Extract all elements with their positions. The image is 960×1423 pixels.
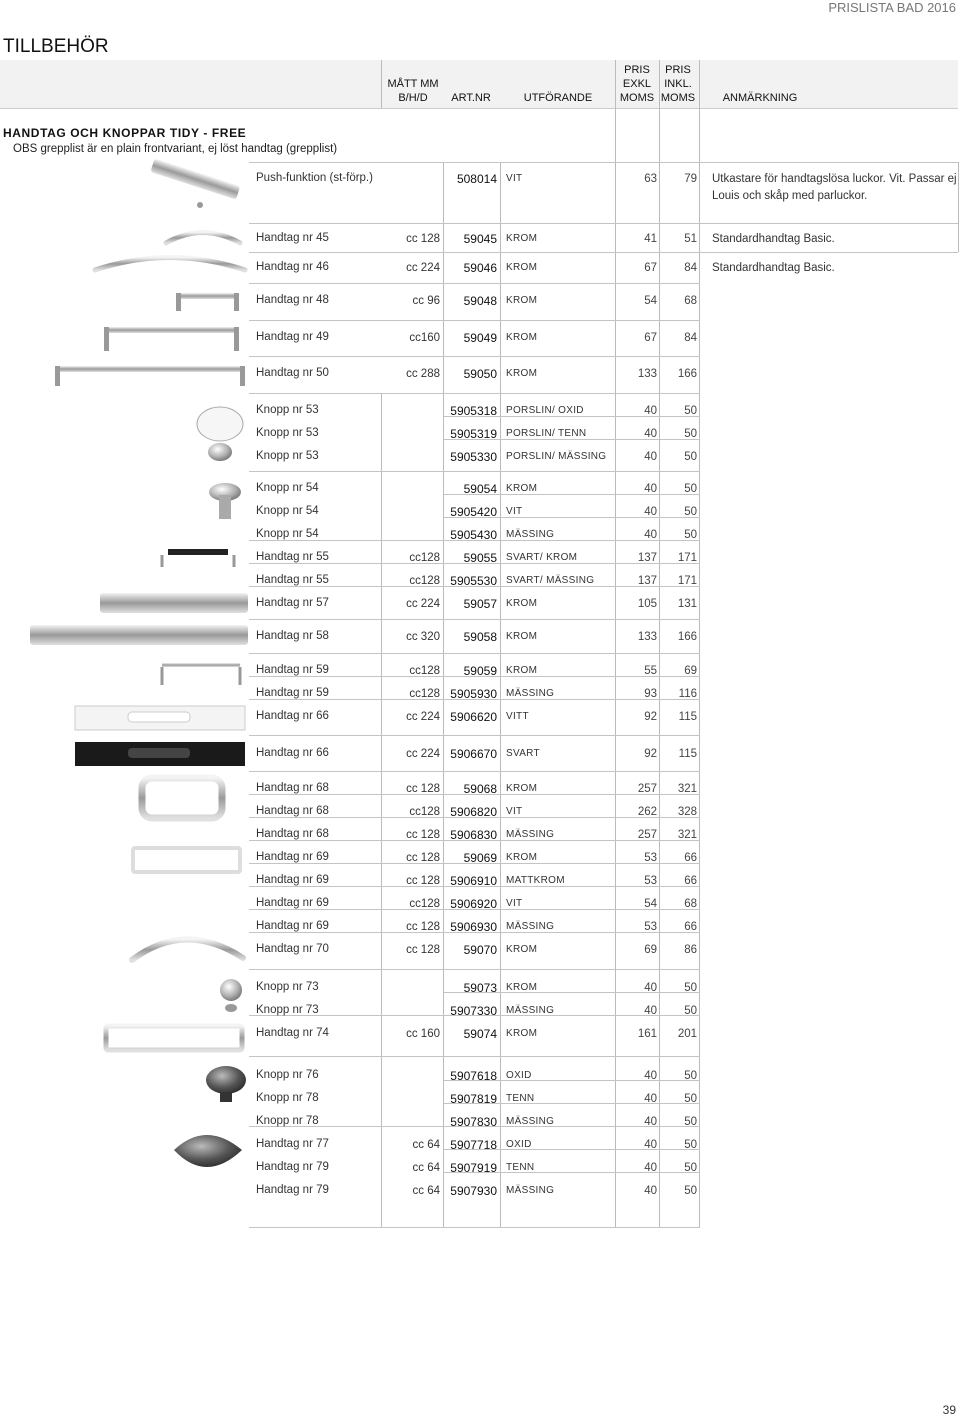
- article-number: 5906920: [450, 897, 497, 911]
- price-incl-vat: 50: [684, 1162, 697, 1174]
- price-incl-vat: 69: [684, 665, 697, 677]
- size-cc: cc 320: [406, 631, 440, 643]
- price-excl-vat: 92: [644, 711, 657, 723]
- finish: VIT: [506, 898, 523, 909]
- product-name: Knopp nr 78: [256, 1115, 319, 1127]
- article-number: 5906620: [450, 710, 497, 724]
- size-cc: cc128: [409, 806, 440, 818]
- size-cc: cc 224: [406, 748, 440, 760]
- size-cc: cc 128: [406, 852, 440, 864]
- document-header: PRISLISTA BAD 2016: [828, 0, 956, 15]
- article-number: 5906830: [450, 828, 497, 842]
- column-header-line: EXKL: [622, 78, 652, 90]
- price-incl-vat: 50: [684, 1005, 697, 1017]
- price-incl-vat: 201: [677, 1028, 697, 1040]
- price-excl-vat: 40: [644, 428, 657, 440]
- size-cc: cc 64: [412, 1162, 440, 1174]
- price-incl-vat: 66: [684, 921, 697, 933]
- price-excl-vat: 40: [644, 1185, 657, 1197]
- handle-66-white-image: [75, 706, 245, 730]
- price-incl-vat: 166: [677, 631, 697, 643]
- remark: Standardhandtag Basic.: [712, 262, 835, 274]
- price-excl-vat: 53: [644, 921, 657, 933]
- price-excl-vat: 67: [644, 262, 657, 274]
- article-number: 5907830: [450, 1115, 497, 1129]
- product-name: Handtag nr 55: [256, 574, 329, 586]
- knob-73-image: [220, 979, 242, 1012]
- price-incl-vat: 115: [678, 711, 697, 723]
- price-excl-vat: 133: [637, 368, 657, 380]
- finish: PORSLIN/ OXID: [506, 405, 584, 416]
- column-header-pris-inkl: [657, 63, 699, 105]
- product-name: Handtag nr 69: [256, 874, 329, 886]
- finish: KROM: [506, 665, 538, 676]
- cup-handle-77-image: [174, 1135, 242, 1167]
- column-header-matt: [380, 77, 446, 105]
- product-name: Handtag nr 48: [256, 294, 329, 306]
- finish: MÄSSING: [506, 829, 555, 840]
- finish: KROM: [506, 368, 538, 379]
- price-excl-vat: 40: [644, 1070, 657, 1082]
- column-header-line: B/H/D: [398, 92, 428, 104]
- size-cc: cc128: [409, 688, 440, 700]
- column-header-anmarkning: ANMÄRKNING: [722, 92, 798, 104]
- article-number: 59057: [463, 597, 497, 611]
- column-header-line: PRIS: [665, 64, 691, 76]
- finish: OXID: [506, 1139, 532, 1150]
- article-number: 59045: [463, 232, 497, 246]
- handle-55-image: [162, 549, 234, 567]
- article-number: 59073: [463, 981, 497, 995]
- price-excl-vat: 161: [637, 1028, 657, 1040]
- section-title: HANDTAG OCH KNOPPAR TIDY - FREE: [3, 126, 247, 140]
- size-cc: cc 288: [406, 368, 440, 380]
- product-name: Handtag nr 69: [256, 851, 329, 863]
- price-excl-vat: 257: [637, 829, 657, 841]
- finish: MÄSSING: [506, 1005, 555, 1016]
- price-excl-vat: 40: [644, 982, 657, 994]
- price-excl-vat: 40: [644, 483, 657, 495]
- product-name: Knopp nr 54: [256, 505, 319, 517]
- price-excl-vat: 41: [644, 233, 657, 245]
- product-name: Handtag nr 49: [256, 331, 329, 343]
- size-cc: cc 128: [406, 829, 440, 841]
- handle-59-image: [162, 663, 240, 685]
- article-number: 5907618: [450, 1069, 497, 1083]
- product-name: Handtag nr 59: [256, 664, 329, 676]
- finish: TENN: [506, 1162, 535, 1173]
- price-excl-vat: 40: [644, 1116, 657, 1128]
- handle-69-image: [133, 848, 240, 872]
- product-name: Handtag nr 46: [256, 261, 329, 273]
- finish: VITT: [506, 711, 529, 722]
- finish: KROM: [506, 598, 538, 609]
- product-name: Knopp nr 54: [256, 528, 319, 540]
- product-name: Handtag nr 45: [256, 232, 329, 244]
- price-incl-vat: 321: [677, 829, 697, 841]
- column-header-line: PRIS: [624, 64, 650, 76]
- price-incl-vat: 50: [684, 1116, 697, 1128]
- article-number: 5905420: [450, 505, 497, 519]
- product-name: Knopp nr 53: [256, 450, 319, 462]
- price-incl-vat: 115: [678, 748, 697, 760]
- article-number: 59046: [463, 261, 497, 275]
- column-header-line: MOMS: [660, 92, 696, 104]
- product-name: Handtag nr 77: [256, 1138, 329, 1150]
- article-number: 5907930: [450, 1184, 497, 1198]
- finish: KROM: [506, 262, 538, 273]
- product-name: Handtag nr 68: [256, 828, 329, 840]
- price-incl-vat: 50: [684, 483, 697, 495]
- article-number: 5907919: [450, 1161, 497, 1175]
- price-incl-vat: 84: [684, 332, 697, 344]
- price-incl-vat: 321: [677, 783, 697, 795]
- product-name: Knopp nr 53: [256, 404, 319, 416]
- handle-46-image: [95, 258, 245, 271]
- article-number: 5907718: [450, 1138, 497, 1152]
- finish: SVART: [506, 748, 540, 759]
- product-name: Handtag nr 74: [256, 1027, 329, 1039]
- article-number: 5907330: [450, 1004, 497, 1018]
- price-incl-vat: 50: [684, 529, 697, 541]
- article-number: 5907819: [450, 1092, 497, 1106]
- price-excl-vat: 53: [644, 875, 657, 887]
- article-number: 59049: [463, 331, 497, 345]
- page-number: 39: [942, 1403, 956, 1417]
- column-header-line: INKL.: [664, 78, 692, 90]
- remark: Standardhandtag Basic.: [712, 233, 835, 245]
- finish: KROM: [506, 982, 538, 993]
- handle-70-image: [132, 939, 243, 960]
- price-excl-vat: 105: [637, 598, 657, 610]
- size-cc: cc 128: [406, 233, 440, 245]
- article-number: 59074: [463, 1027, 497, 1041]
- price-incl-vat: 171: [677, 552, 697, 564]
- column-header-line: MOMS: [619, 92, 655, 104]
- finish: KROM: [506, 233, 538, 244]
- price-incl-vat: 68: [684, 295, 697, 307]
- size-cc: cc 128: [406, 783, 440, 795]
- finish: VIT: [506, 173, 523, 184]
- column-header-utforande: UTFÖRANDE: [523, 92, 593, 104]
- price-incl-vat: 131: [677, 598, 697, 610]
- price-incl-vat: 86: [684, 944, 697, 956]
- size-cc: cc 128: [406, 875, 440, 887]
- size-cc: cc160: [409, 332, 440, 344]
- price-excl-vat: 133: [637, 631, 657, 643]
- finish: KROM: [506, 852, 538, 863]
- finish: MATTKROM: [506, 875, 565, 886]
- finish: PORSLIN/ MÄSSING: [506, 451, 607, 462]
- finish: KROM: [506, 332, 538, 343]
- price-incl-vat: 50: [684, 451, 697, 463]
- product-name: Handtag nr 66: [256, 710, 329, 722]
- column-header-pris-exkl: [614, 63, 660, 105]
- knob-53-image: [197, 407, 243, 461]
- price-incl-vat: 79: [684, 173, 697, 185]
- article-number: 5906910: [450, 874, 497, 888]
- product-name: Handtag nr 68: [256, 782, 329, 794]
- product-name: Push-funktion (st-förp.): [256, 172, 373, 184]
- finish: TENN: [506, 1093, 535, 1104]
- article-number: 59069: [463, 851, 497, 865]
- product-name: Handtag nr 79: [256, 1161, 329, 1173]
- price-incl-vat: 66: [684, 875, 697, 887]
- size-cc: cc 96: [412, 295, 440, 307]
- price-incl-vat: 50: [684, 982, 697, 994]
- finish: SVART/ MÄSSING: [506, 575, 595, 586]
- product-name: Handtag nr 69: [256, 897, 329, 909]
- product-name: Handtag nr 69: [256, 920, 329, 932]
- finish: KROM: [506, 295, 538, 306]
- finish: MÄSSING: [506, 529, 555, 540]
- price-incl-vat: 50: [684, 1139, 697, 1151]
- handle-45-image: [166, 233, 240, 244]
- product-name: Handtag nr 59: [256, 687, 329, 699]
- product-name: Knopp nr 76: [256, 1069, 319, 1081]
- article-number: 5906670: [450, 747, 497, 761]
- article-number: 508014: [456, 172, 497, 186]
- finish: MÄSSING: [506, 1185, 555, 1196]
- handle-66-black-image: [75, 742, 245, 766]
- product-name: Handtag nr 70: [256, 943, 329, 955]
- price-incl-vat: 50: [684, 1070, 697, 1082]
- finish: KROM: [506, 483, 538, 494]
- size-cc: cc128: [409, 575, 440, 587]
- article-number: 5905430: [450, 528, 497, 542]
- handle-49-image: [104, 327, 239, 351]
- size-cc: cc128: [409, 552, 440, 564]
- price-excl-vat: 40: [644, 529, 657, 541]
- handle-48-image: [176, 293, 239, 311]
- article-number: 59058: [463, 630, 497, 644]
- price-incl-vat: 51: [684, 233, 697, 245]
- price-incl-vat: 171: [677, 575, 697, 587]
- handle-57-image: [100, 593, 248, 613]
- price-excl-vat: 40: [644, 1139, 657, 1151]
- article-number: 59055: [463, 551, 497, 565]
- column-header-line: MÅTT MM: [387, 78, 439, 90]
- article-number: 59070: [463, 943, 497, 957]
- finish: VIT: [506, 506, 523, 517]
- finish: KROM: [506, 631, 538, 642]
- price-excl-vat: 92: [644, 748, 657, 760]
- finish: OXID: [506, 1070, 532, 1081]
- finish: KROM: [506, 944, 538, 955]
- price-excl-vat: 40: [644, 451, 657, 463]
- size-cc: cc 64: [412, 1185, 440, 1197]
- finish: VIT: [506, 806, 523, 817]
- product-name: Knopp nr 73: [256, 1004, 319, 1016]
- finish: KROM: [506, 1028, 538, 1039]
- price-excl-vat: 53: [644, 852, 657, 864]
- size-cc: cc128: [409, 665, 440, 677]
- size-cc: cc 224: [406, 598, 440, 610]
- price-incl-vat: 50: [684, 405, 697, 417]
- article-number: 5905330: [450, 450, 497, 464]
- price-excl-vat: 40: [644, 1162, 657, 1174]
- article-number: 59050: [463, 367, 497, 381]
- price-excl-vat: 137: [637, 575, 657, 587]
- size-cc: cc 64: [412, 1139, 440, 1151]
- finish: MÄSSING: [506, 1116, 555, 1127]
- article-number: 5905930: [450, 687, 497, 701]
- price-excl-vat: 67: [644, 332, 657, 344]
- price-incl-vat: 328: [677, 806, 697, 818]
- price-excl-vat: 40: [644, 1093, 657, 1105]
- size-cc: cc 224: [406, 262, 440, 274]
- knob-76-image: [206, 1066, 246, 1102]
- size-cc: cc 128: [406, 921, 440, 933]
- column-header-artnr: ART.NR: [451, 92, 491, 104]
- price-incl-vat: 50: [684, 1093, 697, 1105]
- product-name: Knopp nr 73: [256, 981, 319, 993]
- price-excl-vat: 257: [637, 783, 657, 795]
- price-excl-vat: 54: [644, 295, 657, 307]
- price-incl-vat: 50: [684, 428, 697, 440]
- product-name: Handtag nr 50: [256, 367, 329, 379]
- price-incl-vat: 50: [684, 1185, 697, 1197]
- size-cc: cc 224: [406, 711, 440, 723]
- size-cc: cc128: [409, 898, 440, 910]
- size-cc: cc 160: [406, 1028, 440, 1040]
- product-name: Handtag nr 68: [256, 805, 329, 817]
- knob-54-image: [209, 483, 241, 519]
- article-number: 5906820: [450, 805, 497, 819]
- product-name: Knopp nr 54: [256, 482, 319, 494]
- price-excl-vat: 262: [637, 806, 657, 818]
- handle-68-image: [142, 778, 222, 818]
- handle-74-image: [106, 1026, 242, 1050]
- article-number: 59068: [463, 782, 497, 796]
- price-incl-vat: 66: [684, 852, 697, 864]
- page-title: TILLBEHÖR: [3, 36, 109, 57]
- price-incl-vat: 68: [684, 898, 697, 910]
- article-number: 5906930: [450, 920, 497, 934]
- product-name: Handtag nr 57: [256, 597, 329, 609]
- article-number: 5905530: [450, 574, 497, 588]
- price-excl-vat: 93: [644, 688, 657, 700]
- section-note: OBS grepplist är en plain frontvariant, ej löst handtag (grepplist): [13, 143, 338, 155]
- article-number: 59059: [463, 664, 497, 678]
- product-name: Handtag nr 58: [256, 630, 329, 642]
- finish: MÄSSING: [506, 921, 555, 932]
- price-excl-vat: 54: [644, 898, 657, 910]
- size-cc: cc 128: [406, 944, 440, 956]
- finish: MÄSSING: [506, 688, 555, 699]
- remark: Utkastare för handtagslösa luckor. Vit. Passar ej Louis och skåp med parluckor.: [712, 173, 957, 202]
- product-name: Knopp nr 53: [256, 427, 319, 439]
- handle-50-image: [55, 366, 245, 386]
- price-incl-vat: 166: [677, 368, 697, 380]
- product-name: Knopp nr 78: [256, 1092, 319, 1104]
- product-name: Handtag nr 66: [256, 747, 329, 759]
- product-name: Handtag nr 55: [256, 551, 329, 563]
- article-number: 5905319: [450, 427, 497, 441]
- handle-58-image: [30, 625, 248, 645]
- price-excl-vat: 40: [644, 506, 657, 518]
- product-name: Handtag nr 79: [256, 1184, 329, 1196]
- finish: SVART/ KROM: [506, 552, 578, 563]
- article-number: 59048: [463, 294, 497, 308]
- push-latch-image: [150, 158, 240, 208]
- price-incl-vat: 50: [684, 506, 697, 518]
- article-number: 5905318: [450, 404, 497, 418]
- price-excl-vat: 55: [644, 665, 657, 677]
- finish: PORSLIN/ TENN: [506, 428, 587, 439]
- price-excl-vat: 40: [644, 1005, 657, 1017]
- price-excl-vat: 63: [644, 173, 657, 185]
- price-incl-vat: 84: [684, 262, 697, 274]
- article-number: 59054: [463, 482, 497, 496]
- price-excl-vat: 69: [644, 944, 657, 956]
- price-excl-vat: 137: [637, 552, 657, 564]
- price-excl-vat: 40: [644, 405, 657, 417]
- finish: KROM: [506, 783, 538, 794]
- price-incl-vat: 116: [678, 688, 697, 700]
